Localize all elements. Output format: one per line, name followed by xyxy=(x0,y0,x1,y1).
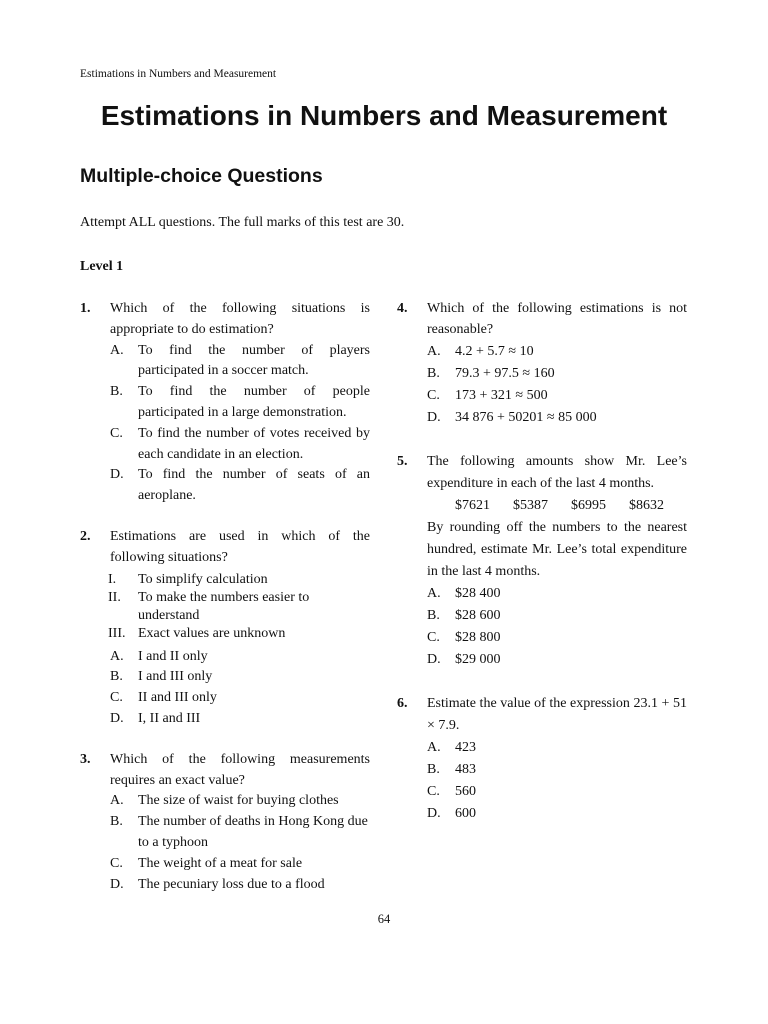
option-text: I and III only xyxy=(138,669,213,685)
page-title: Estimations in Numbers and Measurement xyxy=(100,100,668,131)
question-text: Estimate the value of the expression 23.1 + 51 × 7.9. xyxy=(427,695,687,733)
option-letter: B. xyxy=(110,384,123,400)
question-number: 1. xyxy=(80,301,91,316)
statement-number: II. xyxy=(108,589,121,605)
option-text: 483 xyxy=(455,761,476,777)
option-letter: C. xyxy=(110,425,123,441)
option-text: To find the number of votes received by each candidate in an election. xyxy=(138,425,370,462)
option-text: $28 400 xyxy=(455,585,501,601)
question-number: 2. xyxy=(80,528,91,544)
option-d xyxy=(427,649,687,671)
question-number: 3. xyxy=(80,751,91,767)
option-text: 560 xyxy=(455,783,476,799)
option-b xyxy=(110,812,370,854)
option-letter: A. xyxy=(110,342,124,358)
option-letter: D. xyxy=(427,651,441,667)
option-c xyxy=(427,627,687,649)
option-text: $28 800 xyxy=(455,629,501,645)
option-text: 79.3 + 97.5 ≈ 160 xyxy=(455,365,555,381)
option-text: $29 000 xyxy=(455,651,501,667)
option-text: To find the number of seats of an aeroplane. xyxy=(138,467,370,504)
option-letter: D. xyxy=(110,876,124,892)
amount-value: $7621 xyxy=(455,497,490,513)
option-letter: B. xyxy=(427,607,440,623)
question-1 xyxy=(80,299,370,507)
option-letter: B. xyxy=(110,814,123,830)
question-text-continued: By rounding off the numbers to the nearest hundred, estimate Mr. Lee’s total expenditure in the last 4 months. xyxy=(427,519,687,579)
option-a xyxy=(427,341,687,363)
option-letter: C. xyxy=(110,690,123,706)
option-d xyxy=(110,875,370,896)
option-a xyxy=(427,737,687,759)
option-text: II and III only xyxy=(138,690,217,706)
level-heading: Level 1 xyxy=(80,259,124,274)
question-2 xyxy=(80,527,370,730)
option-letter: C. xyxy=(427,387,440,403)
running-header: Estimations in Numbers and Measurement xyxy=(80,68,277,80)
statement-list xyxy=(80,571,370,643)
statement-number: III. xyxy=(108,625,126,641)
question-text: Which of the following situations is appropriate to do estimation? xyxy=(110,301,370,337)
question-4 xyxy=(397,299,687,429)
question-text: Estimations are used in which of the following situations? xyxy=(110,528,370,565)
statement-i xyxy=(80,571,370,589)
option-letter: A. xyxy=(427,585,441,601)
option-a xyxy=(110,341,370,383)
question-text: The following amounts show Mr. Lee’s expenditure in each of the last 4 months. xyxy=(427,453,687,491)
question-number: 5. xyxy=(397,453,408,469)
statement-text: To simplify calculation xyxy=(138,571,268,587)
option-letter: C. xyxy=(427,629,440,645)
question-text: Which of the following measurements requires an exact value? xyxy=(110,751,370,788)
page-number: 64 xyxy=(377,912,391,926)
section-subtitle: Multiple-choice Questions xyxy=(80,165,323,187)
option-c xyxy=(427,781,687,803)
right-column xyxy=(397,299,687,825)
option-letter: D. xyxy=(110,467,124,483)
option-c xyxy=(110,688,370,709)
amount-value: $5387 xyxy=(513,497,548,513)
statement-text: Exact values are unknown xyxy=(138,625,286,641)
option-letter: A. xyxy=(110,793,124,809)
option-letter: C. xyxy=(110,855,123,871)
option-d xyxy=(427,407,687,429)
option-a xyxy=(110,791,370,812)
option-b xyxy=(110,382,370,424)
statement-iii xyxy=(80,625,370,643)
option-letter: B. xyxy=(427,761,440,777)
option-letter: D. xyxy=(427,805,441,821)
option-text: The weight of a meat for sale xyxy=(138,855,303,871)
option-letter: B. xyxy=(427,365,440,381)
option-b xyxy=(427,759,687,781)
question-3 xyxy=(80,750,370,896)
option-d xyxy=(110,709,370,730)
question-number: 6. xyxy=(397,695,408,711)
option-text: $28 600 xyxy=(455,607,501,623)
option-b xyxy=(427,363,687,385)
question-6 xyxy=(397,693,687,825)
option-d xyxy=(427,803,687,825)
option-a xyxy=(110,647,370,668)
option-c xyxy=(110,424,370,466)
left-column xyxy=(80,299,370,895)
question-text: Which of the following estimations is not reasonable? xyxy=(427,301,687,337)
option-text: To find the number of players participated in a soccer match. xyxy=(138,342,370,379)
option-text: To find the number of people participated in a large demonstration. xyxy=(138,384,370,420)
amounts-row xyxy=(427,495,687,517)
amount-value: $6995 xyxy=(571,497,606,513)
option-b xyxy=(427,605,687,627)
option-d xyxy=(110,465,370,507)
option-text: 600 xyxy=(455,805,476,821)
option-text: 34 876 + 50201 ≈ 85 000 xyxy=(455,409,597,425)
statement-text: To make the numbers easier to understand xyxy=(138,589,310,623)
question-5 xyxy=(397,451,687,671)
question-number: 4. xyxy=(397,301,408,316)
amount-value: $8632 xyxy=(629,497,664,513)
option-text: The pecuniary loss due to a flood xyxy=(138,876,325,892)
statement-number: I. xyxy=(108,571,117,587)
option-b xyxy=(110,667,370,688)
option-text: I and II only xyxy=(138,648,208,664)
option-c xyxy=(427,385,687,407)
option-text: The size of waist for buying clothes xyxy=(138,793,339,809)
option-letter: A. xyxy=(427,343,441,359)
statement-ii xyxy=(80,589,370,625)
option-letter: C. xyxy=(427,783,440,799)
option-text: 173 + 321 ≈ 500 xyxy=(455,387,548,403)
option-letter: A. xyxy=(110,648,124,664)
option-text: 4.2 + 5.7 ≈ 10 xyxy=(455,343,534,359)
option-letter: A. xyxy=(427,739,441,755)
option-text: 423 xyxy=(455,739,476,755)
option-letter: B. xyxy=(110,669,123,685)
instructions: Attempt ALL questions. The full marks of this test are 30. xyxy=(80,215,405,230)
option-letter: D. xyxy=(110,710,124,726)
option-a xyxy=(427,583,687,605)
option-c xyxy=(110,854,370,875)
option-text: I, II and III xyxy=(138,710,201,726)
option-letter: D. xyxy=(427,409,441,425)
option-text: The number of deaths in Hong Kong due to a typhoon xyxy=(138,814,368,850)
